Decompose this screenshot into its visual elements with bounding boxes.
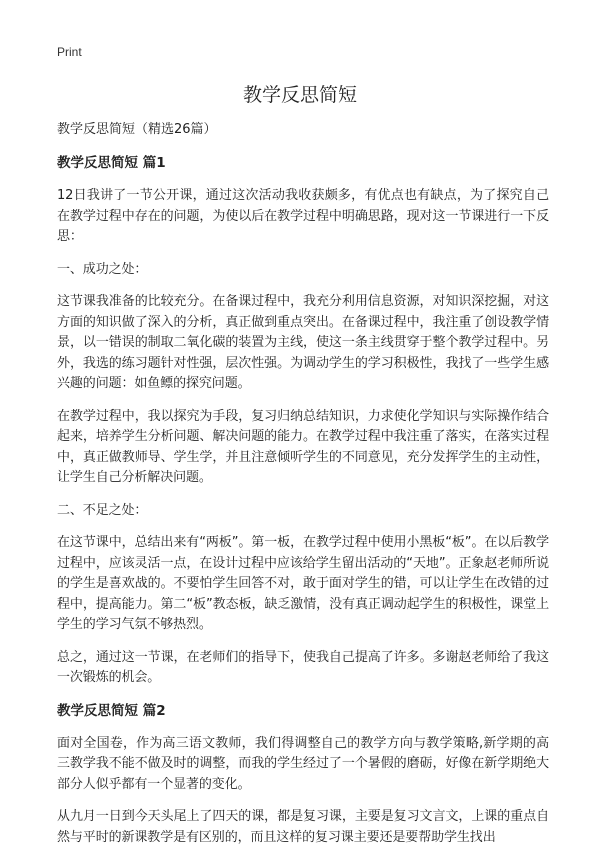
document-title: 教学反思简短 <box>242 84 357 106</box>
section-1 <box>57 153 549 689</box>
paragraph: 总之，通过这一节课，在老师们的指导下，使我自己提高了许多。多谢赵老师给了我这一次锻炼的机会。 <box>57 649 549 685</box>
paragraph: 这节课我准备的比较充分。在备课过程中，我充分利用信息资源，对知识深挖掘，对这方面的知识做了深入的分析，真正做到重点突出。在备课过程中，我注重了创设教学情景，以一错误的制取二氧化碳的装置为主线，使这一条主线贯穿于整个教学过程中。另外，我选的练习题针对性强，层次性强。为调动学生的学习积极性，我找了一些学生感兴趣的问题：如鱼鳔的探究问题。 <box>57 294 549 391</box>
section-heading: 教学反思简短 篇1 <box>57 155 166 171</box>
paragraph: 在这节课中，总结出来有“两板”。第一板，在教学过程中使用小黑板“板”。在以后教学过程中，应该灵活一点，在设计过程中应该给学生留出活动的“天地”。正象赵老师所说的学生是喜欢战的。不要怕学生回答不对，敢于面对学生的错，可以让学生在改错的过程中，提高能力。第二“板”教态板，缺乏激情，没有真正调动起学生的积极性，课堂上学生的学习气氛不够热烈。 <box>57 535 549 632</box>
document-subtitle: 教学反思简短（精选26篇） <box>57 122 217 137</box>
paragraph-heading: 二、不足之处： <box>57 502 148 518</box>
paragraph: 12日我讲了一节公开课，通过这次活动我收获颇多，有优点也有缺点，为了探究自己在教学过程中存在的问题，为使以后在教学过程中明确思路，现对这一节课进行一下反思： <box>57 188 549 244</box>
print-label: Print <box>57 45 82 59</box>
paragraph: 从九月一日到今天头尾上了四天的课，都是复习课，主要是复习文言文，上课的重点自然与平时的新课教学是有区别的，而且这样的复习课主要还是要帮助学生找出 <box>57 809 549 845</box>
document-body <box>57 120 549 860</box>
paragraph: 在教学过程中，我以探究为手段，复习归纳总结知识，力求使化学知识与实际操作结合起来，培养学生分析问题、解决问题的能力。在教学过程中我注重了落实，在落实过程中，真正做教师导、学生学，并且注意倾听学生的不同意见，充分发挥学生的主动性，让学生自己分析解决问题。 <box>57 408 549 485</box>
section-2 <box>57 701 549 849</box>
paragraph: 面对全国卷，作为高三语文教师，我们得调整自己的教学方向与教学策略,新学期的高三教学我不能不做及时的调整，而我的学生经过了一个暑假的磨砺，好像在新学期绝大部分人似乎都有一个显著的变化。 <box>57 735 549 792</box>
section-heading: 教学反思简短 篇2 <box>57 702 166 719</box>
paragraph-heading: 一、成功之处： <box>57 261 148 277</box>
